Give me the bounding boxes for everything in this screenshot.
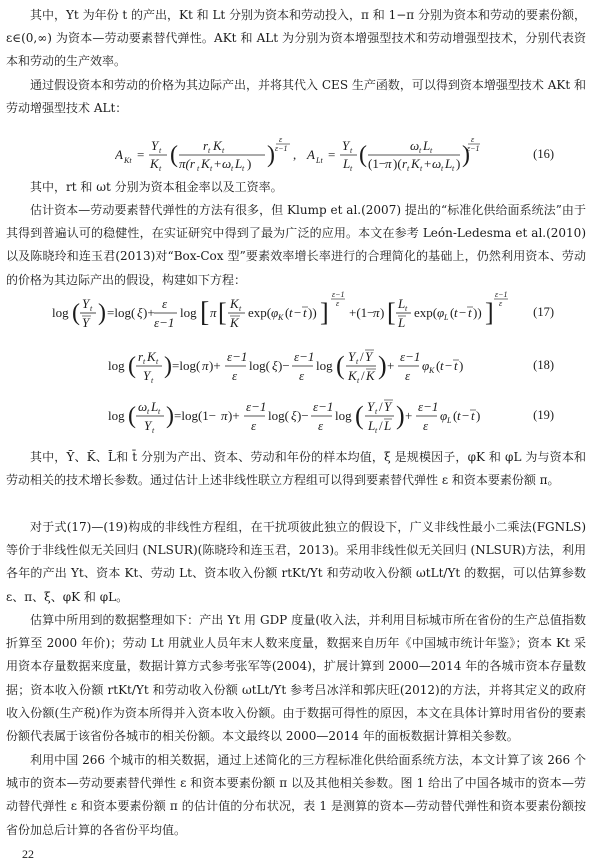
svg-text:log: log — [52, 305, 69, 320]
svg-text:+: + — [405, 408, 413, 423]
svg-text:L: L — [343, 156, 351, 171]
svg-text:)+: )+ — [209, 358, 221, 373]
svg-text:t: t — [471, 408, 475, 423]
equation-16 — [0, 135, 598, 175]
svg-text:K: K — [348, 368, 357, 383]
svg-text:ε: ε — [299, 368, 305, 383]
svg-text:): ) — [164, 353, 172, 379]
svg-text:π: π — [202, 358, 209, 373]
svg-text:t: t — [375, 426, 378, 435]
svg-text:φ: φ — [437, 305, 445, 320]
svg-text:Y: Y — [82, 315, 90, 330]
svg-text:K: K — [429, 366, 435, 375]
svg-text:(: ( — [285, 305, 290, 320]
svg-text:(1−: (1− — [368, 156, 387, 171]
svg-text:(: ( — [170, 142, 178, 168]
svg-text:π(r: π(r — [179, 156, 195, 171]
svg-text:ε: ε — [471, 135, 475, 144]
svg-text:π: π — [221, 408, 228, 423]
svg-text:t: t — [159, 164, 162, 173]
svg-text:=log(1−: =log(1− — [174, 408, 217, 423]
svg-text:(: ( — [72, 300, 80, 326]
svg-text:A: A — [307, 147, 315, 162]
page-number: 22 — [22, 847, 34, 861]
equation-number-17: (17) — [533, 305, 554, 319]
svg-text:ε−1: ε−1 — [294, 349, 315, 364]
svg-text:K: K — [147, 349, 156, 364]
svg-text:Kt: Kt — [124, 156, 132, 165]
svg-text:ξ: ξ — [272, 358, 278, 373]
svg-text:)+: )+ — [228, 408, 240, 423]
equation-16-formula — [115, 135, 480, 175]
svg-text:): ) — [462, 142, 470, 168]
svg-text:K: K — [150, 156, 159, 171]
svg-text:=log(: =log( — [107, 305, 136, 320]
svg-text:ε−1: ε−1 — [313, 399, 334, 414]
svg-text:): ) — [247, 156, 252, 171]
svg-text:t: t — [303, 305, 307, 320]
svg-text:ε−1: ε−1 — [227, 349, 248, 364]
paragraph-fgnls-nlsur: 对于式(17)—(19)构成的非线性方程组，在干扰项彼此独立的假设下，广义非线性最小二乘法(FGNLS) 等价于非线性似无关回归 (NLSUR)(陈晓玲和连玉君，2013)。采用非线性似无关回归 (NLSUR)方法，利用各年的产出 Yt、资本 Kt、劳动 Lt、资本收入份额 rtKt/Yt 和劳动收入份额 ωtLt/Yt 的数据，可以估算参数 ε、π、ξ、φK 和 φL。 — [6, 520, 586, 604]
svg-text:K: K — [411, 156, 420, 171]
paragraph-rent-wage: 其中，rt 和 ωt 分别为资本租金率以及工资率。 — [30, 180, 283, 194]
svg-text:+(1−: +(1− — [349, 305, 375, 320]
svg-text:[: [ — [200, 297, 210, 328]
svg-text:ε: ε — [279, 135, 283, 144]
svg-text:ω: ω — [222, 156, 232, 171]
svg-text:t: t — [208, 146, 211, 155]
svg-text:π: π — [373, 305, 380, 320]
svg-text:log: log — [108, 408, 125, 423]
svg-text:t: t — [430, 146, 433, 155]
svg-text:L: L — [398, 296, 406, 311]
svg-text:ω: ω — [138, 399, 148, 414]
svg-text:/: / — [379, 418, 383, 433]
svg-text:t: t — [468, 305, 472, 320]
svg-text:K: K — [366, 368, 375, 383]
svg-text:L: L — [447, 416, 452, 425]
svg-text:t: t — [152, 426, 155, 435]
svg-text:t: t — [151, 376, 154, 385]
equation-19-formula — [108, 394, 488, 440]
svg-text:Y: Y — [82, 296, 90, 311]
svg-text:(: ( — [355, 401, 364, 430]
svg-text:L: L — [423, 138, 431, 153]
svg-text:π: π — [210, 305, 217, 320]
svg-text:K: K — [230, 296, 239, 311]
svg-text:)(: )( — [393, 156, 402, 171]
svg-text:): ) — [267, 142, 275, 168]
svg-text:t: t — [441, 164, 444, 173]
svg-text:)−: )− — [297, 408, 309, 423]
svg-text:log: log — [316, 358, 333, 373]
svg-text:(: ( — [450, 305, 455, 320]
svg-text:(: ( — [359, 142, 367, 168]
svg-text:): ) — [98, 300, 106, 326]
svg-text:r: r — [138, 349, 144, 364]
svg-text:ε−1: ε−1 — [495, 290, 508, 299]
paragraph-definitions: 其中，Yt 为年份 t 的产出，Kt 和 Lt 分别为资本和劳动投入，π 和 1−π 分别为资本和劳动的要素份额，ε∈(0,∞) 为资本—劳动要素替代弹性。AKt 和 ALt 为分别为资本增强型技术和劳动增强型技术，分别代表资本和劳动的生产效率。 — [6, 8, 586, 69]
svg-text:Y: Y — [367, 399, 375, 414]
svg-text:]: ] — [485, 298, 494, 327]
svg-text:+: + — [387, 358, 395, 373]
svg-text:t: t — [156, 357, 159, 366]
svg-text:ε: ε — [232, 368, 238, 383]
svg-text:ε: ε — [405, 368, 411, 383]
svg-text:)): )) — [473, 305, 482, 320]
svg-text:ε−1: ε−1 — [275, 144, 288, 153]
svg-text:t: t — [197, 164, 200, 173]
svg-text:L: L — [384, 418, 392, 433]
equation-number-18: (18) — [533, 358, 554, 372]
svg-text:Y: Y — [365, 349, 373, 364]
svg-text:ξ: ξ — [291, 408, 297, 423]
svg-text:Lt: Lt — [316, 156, 323, 165]
svg-text:ε−1: ε−1 — [332, 290, 345, 299]
svg-text:/: / — [361, 368, 365, 383]
svg-text:ε−1: ε−1 — [154, 315, 175, 330]
svg-text:(: ( — [336, 351, 345, 380]
svg-text:(: ( — [128, 353, 136, 379]
equation-17 — [0, 290, 598, 338]
svg-text:K: K — [278, 313, 284, 322]
svg-text:=: = — [137, 147, 145, 162]
svg-text:L: L — [444, 313, 449, 322]
svg-text:t: t — [350, 164, 353, 173]
svg-text:ε: ε — [318, 418, 324, 433]
equation-number-19: (19) — [533, 408, 554, 422]
svg-text:)+: )+ — [143, 305, 155, 320]
equation-18 — [0, 344, 598, 390]
equation-17-formula — [52, 290, 512, 338]
svg-text:t: t — [375, 407, 378, 416]
svg-text:t: t — [158, 407, 161, 416]
paragraph-estimation-method: 估计资本—劳动要素替代弹性的方法有很多，但 Klump et al.(2007) 提出的“标准化供给面系统法”由于其得到普遍认可的稳健性，在实证研究中得到了最为广泛的应用。本文在参考 León-Ledesma et al.(2010) 以及陈晓玲和连玉君(2013)对“Box-Cox 型”要素效率增长率进行的合理简化的基础上，仍然利用资本、劳动的价格为其边际产出的假设，构建如下方程： — [6, 203, 586, 287]
svg-text:t: t — [242, 164, 245, 173]
svg-text:ε−1: ε−1 — [246, 399, 267, 414]
svg-text:−: − — [459, 305, 467, 320]
svg-text:): ) — [459, 358, 464, 373]
svg-text:[: [ — [387, 298, 396, 327]
svg-text:Y: Y — [151, 138, 159, 153]
svg-text:L: L — [398, 315, 406, 330]
paragraph-results-intro: 利用中国 266 个城市的相关数据，通过上述简化的三方程标准化供给面系统方法，本文计算了该 266 个城市的资本—劳动要素替代弹性 ε 和资本要素份额 π 以及其他相关参数。图 1 给出了中国各城市的资本—劳动替代弹性 ε 和资本要素份额 π 的估计值的分布状况，表 1 是测算的资本—劳动替代弹性和资本要素份额按省份加总后计算的各省份平均值。 — [6, 753, 586, 837]
svg-text:Y: Y — [342, 138, 350, 153]
svg-text:ε−1: ε−1 — [400, 349, 421, 364]
svg-text:t: t — [239, 304, 242, 313]
svg-text:+: + — [214, 156, 222, 171]
svg-text:): ) — [380, 305, 385, 320]
svg-text:t: t — [356, 357, 359, 366]
equation-number-16: (16) — [533, 147, 554, 161]
svg-text:t: t — [289, 305, 293, 320]
svg-text:K: K — [201, 156, 210, 171]
svg-text:[: [ — [218, 298, 227, 327]
svg-text:L: L — [235, 156, 243, 171]
svg-text:): ) — [396, 401, 405, 430]
svg-text:φ: φ — [440, 408, 448, 423]
svg-text:t: t — [407, 164, 410, 173]
svg-text:t: t — [420, 164, 423, 173]
svg-text:t: t — [452, 164, 455, 173]
svg-text:ω: ω — [432, 156, 442, 171]
svg-text:ε: ε — [423, 418, 429, 433]
svg-text:ε−1: ε−1 — [418, 399, 439, 414]
svg-text:ξ: ξ — [137, 305, 143, 320]
equation-18-formula — [108, 344, 478, 390]
svg-text:−: − — [445, 358, 453, 373]
svg-text:exp(: exp( — [414, 305, 438, 320]
svg-text:t: t — [90, 304, 93, 313]
svg-text:ε: ε — [336, 299, 340, 308]
svg-text:): ) — [378, 351, 387, 380]
svg-text:log: log — [335, 408, 352, 423]
svg-text:=log(: =log( — [172, 358, 201, 373]
svg-text:/: / — [379, 399, 383, 414]
svg-text:r: r — [402, 156, 408, 171]
svg-text:log(: log( — [249, 358, 270, 373]
svg-text:t: t — [419, 146, 422, 155]
svg-text:φ: φ — [271, 305, 279, 320]
svg-text:Y: Y — [348, 349, 356, 364]
svg-text:t: t — [147, 407, 150, 416]
paragraph-data-description: 估算中所用到的数据整理如下：产出 Yt 用 GDP 度量(收入法，并利用目标城市所在省份的生产总值指数折算至 2000 年价)；劳动 Lt 用就业人员年末人数来度量，数据来自历年《中国城市统计年鉴》；资本 Kt 采用资本存量数据来度量，数据计算方式参考张军等(2004)，扩展计算到 2000—2014 年的各城市资本存量数据；资本收入份额 rtKt/Yt 和劳动收入份额 ωtLt/Yt 参考吕冰洋和郭庆旺(2012)的方法，并将其定义的政府收入份额(生产税)作为资本所得并入资本收入份额。由于数据可得性的原因，本文在具体计算时用省份的要素份额代表属于该省份各城市的相关份额。本文最终以 2000—2014 年的面板数据计算相关参数。 — [6, 613, 586, 744]
paragraph-sample-means: 其中，Ȳ、K̄、L̄和 t̄ 分别为产出、资本、劳动和年份的样本均值，ξ 是规模因子，φK 和 φL 为与资本和劳动相关的技术增长参数。通过估计上述非线性联立方程组可以得到要素替代弹性 ε 和资本要素份额 π。 — [6, 450, 586, 488]
svg-text:t: t — [357, 376, 360, 385]
svg-text:L: L — [368, 418, 376, 433]
svg-text:t: t — [222, 146, 225, 155]
svg-text:L: L — [151, 399, 159, 414]
svg-text:ε: ε — [499, 299, 503, 308]
svg-text:t: t — [210, 164, 213, 173]
svg-text:t: t — [159, 146, 162, 155]
svg-text:]: ] — [320, 298, 329, 327]
svg-text:−: − — [462, 408, 470, 423]
svg-text:)−: )− — [278, 358, 290, 373]
svg-text:log(: log( — [268, 408, 289, 423]
svg-text:(: ( — [128, 403, 136, 429]
svg-text:−: − — [294, 305, 302, 320]
svg-text:ε−1: ε−1 — [467, 144, 480, 153]
svg-text:Y: Y — [384, 399, 392, 414]
svg-text:ε: ε — [162, 296, 168, 311]
svg-text:t: t — [454, 305, 458, 320]
svg-text:A: A — [115, 147, 123, 162]
svg-text:K: K — [230, 315, 239, 330]
svg-text:t: t — [454, 358, 458, 373]
svg-text:ε: ε — [251, 418, 257, 433]
svg-text:exp(: exp( — [248, 305, 272, 320]
svg-text:t: t — [231, 164, 234, 173]
svg-text:t: t — [405, 304, 408, 313]
svg-text:t: t — [440, 358, 444, 373]
svg-text:)): )) — [308, 305, 317, 320]
svg-text:t: t — [350, 146, 353, 155]
svg-text:log: log — [108, 358, 125, 373]
svg-text:): ) — [166, 403, 174, 429]
svg-text:ω: ω — [410, 138, 420, 153]
paragraph-marginal-product: 通过假设资本和劳动的价格为其边际产出，并将其代入 CES 生产函数，可以得到资本增强型技术 AKt 和劳动增强型技术 ALt： — [6, 78, 586, 116]
svg-text:(: ( — [436, 358, 441, 373]
svg-text:/: / — [360, 349, 364, 364]
svg-text:K: K — [213, 138, 222, 153]
svg-text:log: log — [180, 305, 197, 320]
svg-text:=: = — [328, 147, 336, 162]
svg-text:t: t — [143, 357, 146, 366]
svg-text:,: , — [293, 147, 297, 162]
svg-text:): ) — [456, 156, 461, 171]
svg-text:): ) — [476, 408, 481, 423]
svg-text:(: ( — [453, 408, 458, 423]
svg-text:Y: Y — [144, 418, 152, 433]
equation-19 — [0, 394, 598, 440]
svg-text:φ: φ — [422, 358, 430, 373]
svg-text:r: r — [203, 138, 209, 153]
svg-text:L: L — [445, 156, 453, 171]
svg-text:Y: Y — [143, 368, 151, 383]
svg-text:π: π — [385, 156, 392, 171]
svg-text:t: t — [457, 408, 461, 423]
svg-text:+: + — [424, 156, 432, 171]
